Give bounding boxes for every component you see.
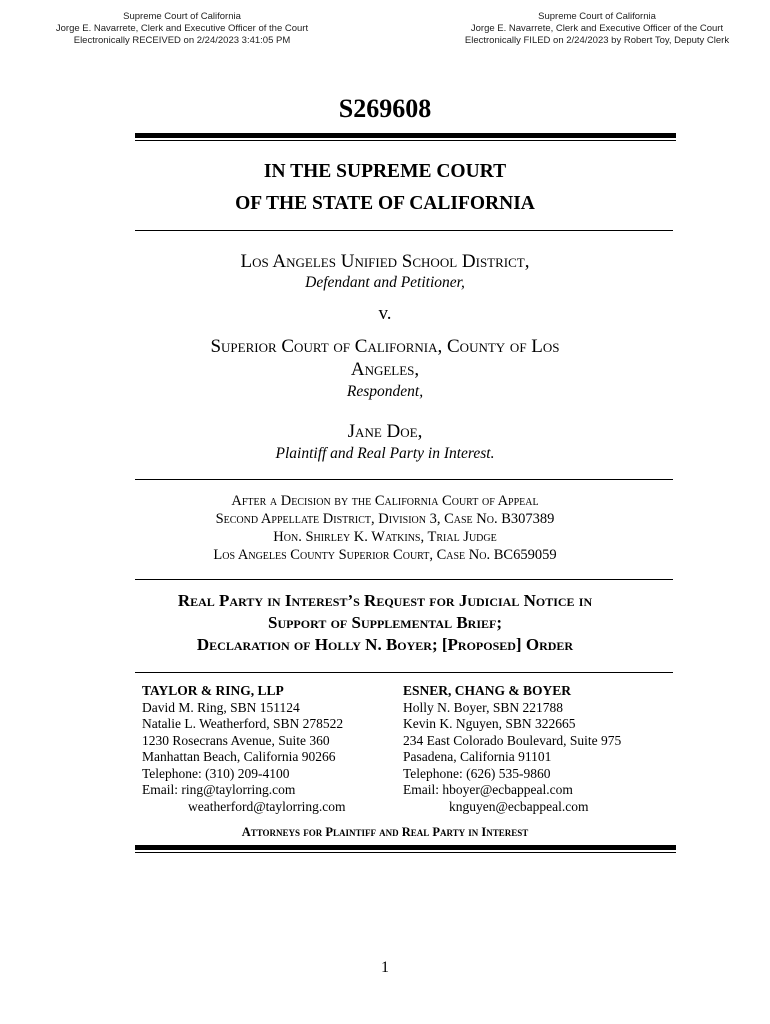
versus: v. [378, 303, 392, 324]
counsel-right [403, 683, 621, 815]
filed-stamp-clerk: Jorge E. Navarrete, Clerk and Executive Officer of the Court [470, 23, 724, 34]
counsel-left-phone: Telephone: (310) 209-4100 [142, 765, 290, 781]
petitioner-role: Defendant and Petitioner, [305, 274, 465, 291]
brief-title-line1: Real Party in Interest’s Request for Judicial Notice in [177, 591, 593, 610]
appeal-info-line4: Los Angeles County Superior Court, Case No. BC659059 [213, 547, 557, 563]
counsel-right-phone: Telephone: (626) 535-9860 [403, 765, 551, 781]
counsel-left-email2: weatherford@taylorring.com [188, 798, 346, 814]
real-party-role: Plaintiff and Real Party in Interest. [275, 445, 495, 462]
counsel-left-email1: Email: ring@taylorring.com [142, 782, 296, 797]
rule-after-brief-title [135, 672, 673, 673]
filed-stamp-status: Electronically FILED on 2/24/2023 by Robert Toy, Deputy Clerk [464, 35, 730, 46]
filed-stamp [432, 11, 762, 47]
brief-title-line3: Declaration of Holly N. Boyer; [Proposed] Order [196, 635, 574, 654]
received-stamp-court: Supreme Court of California [123, 11, 241, 22]
counsel-right-attorney2: Kevin K. Nguyen, SBN 322665 [403, 716, 576, 731]
respondent-name-line1: Superior Court of California, County of Los [210, 336, 560, 357]
attorneys-for: Attorneys for Plaintiff and Real Party in Interest [241, 825, 529, 839]
counsel-right-email2: knguyen@ecbappeal.com [449, 798, 589, 814]
appeal-info [135, 492, 635, 564]
appeal-info-line3: Hon. Shirley K. Watkins, Trial Judge [273, 529, 497, 545]
respondent-name-line2: Angeles, [350, 359, 420, 380]
counsel-right-address1: 234 East Colorado Boulevard, Suite 975 [403, 732, 622, 748]
counsel-left-attorney1: David M. Ring, SBN 151124 [142, 699, 300, 715]
counsel-left-firm: TAYLOR & RING, LLP [142, 683, 284, 698]
real-party-name: Jane Doe, [347, 421, 423, 442]
counsel-right-address2: Pasadena, California 91101 [403, 749, 552, 764]
top-thick-rule [135, 133, 676, 141]
case-number: S269608 [338, 94, 432, 123]
court-title [135, 156, 635, 220]
counsel-left-address1: 1230 Rosecrans Avenue, Suite 360 [142, 732, 330, 748]
filed-stamp-court: Supreme Court of California [538, 11, 656, 22]
appeal-info-line1: After a Decision by the California Court of Appeal [231, 493, 539, 509]
brief-title [115, 590, 655, 656]
received-stamp-clerk: Jorge E. Navarrete, Clerk and Executive Officer of the Court [55, 23, 309, 34]
received-stamp [17, 11, 347, 47]
appeal-info-line2: Second Appellate District, Division 3, Case No. B307389 [215, 511, 555, 527]
received-stamp-status: Electronically RECEIVED on 2/24/2023 3:41:05 PM [73, 35, 291, 46]
respondent-role: Respondent, [346, 383, 424, 400]
bottom-thick-rule [135, 845, 676, 853]
page-number: 1 [381, 959, 389, 976]
court-title-line2: OF THE STATE OF CALIFORNIA [235, 193, 535, 214]
counsel-left-attorney2: Natalie L. Weatherford, SBN 278522 [142, 716, 344, 731]
counsel-right-email1: Email: hboyer@ecbappeal.com [403, 782, 573, 797]
petitioner-name: Los Angeles Unified School District, [240, 251, 530, 272]
counsel-left-address2: Manhattan Beach, California 90266 [142, 749, 336, 764]
counsel-right-attorney1: Holly N. Boyer, SBN 221788 [403, 699, 563, 715]
counsel-left [142, 683, 346, 815]
court-title-line1: IN THE SUPREME COURT [263, 161, 507, 182]
rule-after-appeal-info [135, 579, 673, 580]
rule-after-parties [135, 479, 673, 480]
brief-title-line2: Support of Supplemental Brief; [267, 613, 502, 632]
counsel-right-firm: ESNER, CHANG & BOYER [403, 683, 572, 698]
rule-after-court [135, 230, 673, 231]
